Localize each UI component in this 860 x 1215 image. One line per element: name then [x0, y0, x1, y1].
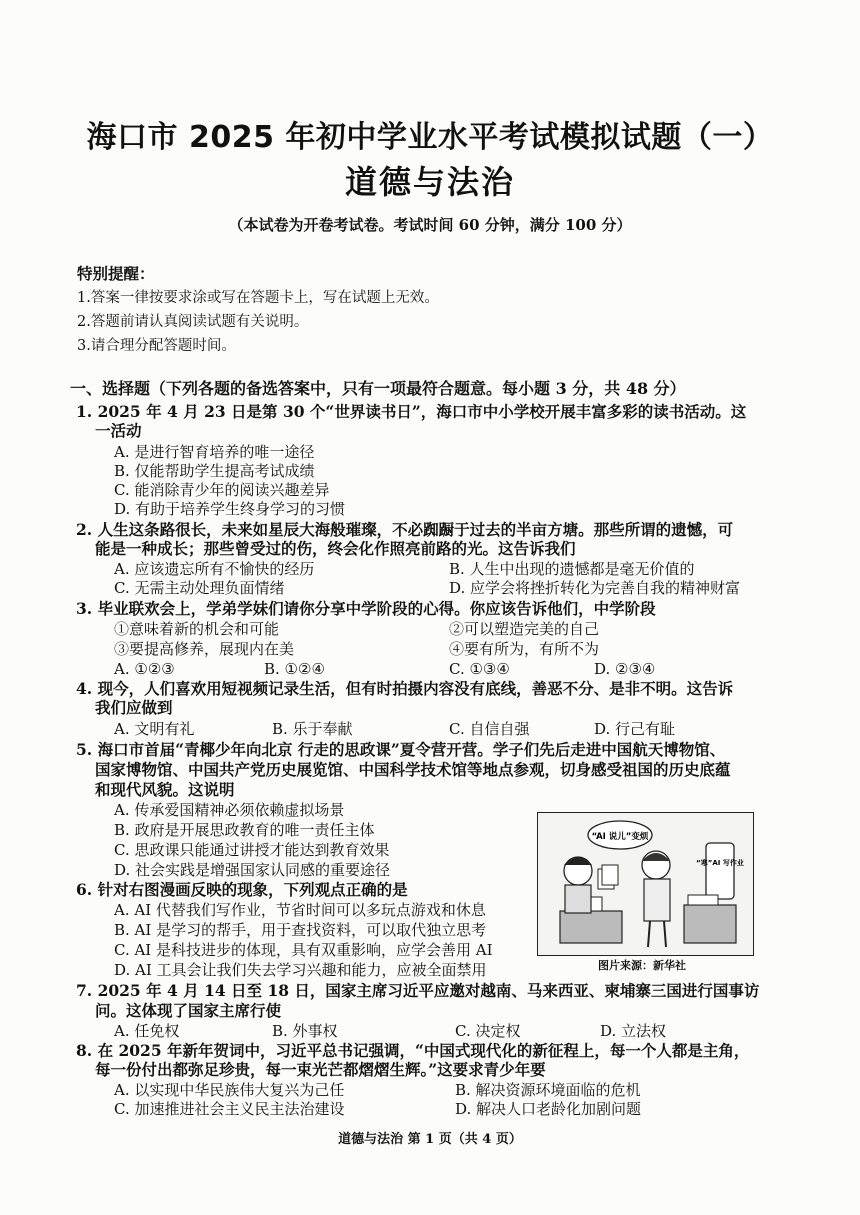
cartoon-image [537, 812, 754, 956]
q5-stem-line3: 和现代风貌。这说明 [95, 780, 235, 799]
exam-title: 海口市 2025 年初中学业水平考试模拟试题（一） [86, 120, 774, 155]
q7-option-c: C. 决定权 [455, 1022, 521, 1040]
q1-option-d: D. 有助于培养学生终身学习的习惯 [114, 500, 346, 518]
q8-stem-line1: 8. 在 2025 年新年贺词中，习近平总书记强调，“中国式现代化的新征程上，每一个人都是主角， [76, 1041, 750, 1060]
q8-option-c: C. 加速推进社会主义民主法治建设 [114, 1100, 345, 1118]
q3-statement-4: ④要有所为，有所不为 [449, 640, 600, 658]
q3-statement-3: ③要提高修养，展现内在美 [114, 640, 295, 658]
exam-note: （本试卷为开卷考试卷。考试时间 60 分钟，满分 100 分） [228, 216, 632, 234]
cartoon-drawing [538, 813, 753, 955]
q3-stem: 3. 毕业联欢会上，学弟学妹们请你分享中学阶段的心得。你应该告诉他们，中学阶段 [76, 599, 656, 618]
q6-option-b: B. AI 是学习的帮手，用于查找资料，可以取代独立思考 [114, 921, 487, 939]
cartoon-caption: 图片来源：新华社 [598, 959, 686, 972]
q7-option-a: A. 任免权 [114, 1022, 180, 1040]
q1-option-c: C. 能消除青少年的阅读兴趣差异 [114, 481, 330, 499]
q3-option-d: D. ②③④ [594, 660, 656, 678]
reminder-item-3: 3.请合理分配答题时间。 [77, 338, 236, 354]
q5-stem-line2: 国家博物馆、中国共产党历史展览馆、中国科学技术馆等地点参观，切身感受祖国的历史底蕴 [95, 760, 731, 779]
subject-title: 道德与法治 [344, 163, 515, 201]
q4-option-b: B. 乐于奉献 [272, 720, 353, 738]
q7-option-d: D. 立法权 [600, 1022, 667, 1040]
cartoon-sign-text: “寒”AI 写作业 [696, 859, 744, 867]
q6-stem: 6. 针对右图漫画反映的现象，下列观点正确的是 [76, 880, 408, 899]
reminder-item-1: 1.答案一律按要求涂或写在答题卡上，写在试题上无效。 [77, 290, 439, 306]
q8-stem-line2: 每一份付出都弥足珍贵，每一束光芒都熠熠生辉。”这要求青少年要 [95, 1060, 546, 1079]
q3-option-c: C. ①③④ [449, 660, 510, 678]
q4-stem-line1: 4. 现今，人们喜欢用短视频记录生活，但有时拍摄内容没有底线，善恶不分、是非不明。这告诉 [76, 679, 734, 698]
q3-statement-2: ②可以塑造完美的自己 [449, 620, 600, 638]
q3-option-b: B. ①②④ [264, 660, 325, 678]
q5-option-d: D. 社会实践是增强国家认同感的重要途径 [114, 861, 391, 879]
q1-stem-line1: 1. 2025 年 4 月 23 日是第 30 个“世界读书日”，海口市中小学校开展丰富多彩的读书活动。这 [76, 402, 747, 421]
q5-option-b: B. 政府是开展思政教育的唯一责任主体 [114, 821, 375, 839]
q3-statement-1: ①意味着新的机会和可能 [114, 620, 280, 638]
q3-option-a: A. ①②③ [114, 660, 175, 678]
q7-stem-line1: 7. 2025 年 4 月 14 日至 18 日，国家主席习近平应邀对越南、马来西亚、柬埔寨三国进行国事访 [76, 981, 760, 1000]
q4-option-d: D. 行己有耻 [594, 720, 676, 738]
q2-option-a: A. 应该遗忘所有不愉快的经历 [114, 560, 315, 578]
q5-stem-line1: 5. 海口市首届“青椰少年向北京 行走的思政课”夏令营开营。学子们先后走进中国航天博物馆、 [76, 740, 726, 759]
q1-option-b: B. 仅能帮助学生提高考试成绩 [114, 462, 315, 480]
q7-stem-line2: 问。这体现了国家主席行使 [95, 1001, 282, 1020]
q2-option-c: C. 无需主动处理负面情绪 [114, 579, 285, 597]
q6-option-d: D. AI 工具会让我们失去学习兴趣和能力，应被全面禁用 [114, 961, 487, 979]
q4-stem-line2: 我们应做到 [95, 698, 173, 717]
q4-option-c: C. 自信自强 [449, 720, 530, 738]
reminder-item-2: 2.答题前请认真阅读试题有关说明。 [77, 314, 309, 330]
q2-option-d: D. 应学会将挫折转化为完善自我的精神财富 [449, 579, 741, 597]
q4-option-a: A. 文明有礼 [114, 720, 195, 738]
q5-option-c: C. 思政课只能通过讲授才能达到教育效果 [114, 841, 390, 859]
q7-option-b: B. 外事权 [272, 1022, 338, 1040]
reminder-heading: 特别提醒： [77, 264, 155, 283]
q2-option-b: B. 人生中出现的遗憾都是毫无价值的 [449, 560, 695, 578]
q2-stem-line2: 能是一种成长；那些曾受过的伤，终会化作照亮前路的光。这告诉我们 [95, 539, 576, 558]
q1-option-a: A. 是进行智育培养的唯一途径 [114, 443, 315, 461]
q8-option-d: D. 解决人口老龄化加剧问题 [455, 1100, 642, 1118]
cartoon-bubble-text: “AI 说儿”变烦 [591, 832, 649, 842]
q1-stem-line2: 一活动 [95, 421, 142, 440]
q8-option-a: A. 以实现中华民族伟大复兴为己任 [114, 1081, 345, 1099]
page-footer: 道德与法治 第 1 页（共 4 页） [338, 1132, 522, 1147]
q6-option-c: C. AI 是科技进步的体现，具有双重影响，应学会善用 AI [114, 941, 493, 959]
q5-option-a: A. 传承爱国精神必须依赖虚拟场景 [114, 801, 345, 819]
q8-option-b: B. 解决资源环境面临的危机 [455, 1081, 641, 1099]
section-heading: 一、选择题（下列各题的备选答案中，只有一项最符合题意。每小题 3 分，共 48 分） [70, 379, 686, 398]
q6-option-a: A. AI 代替我们写作业，节省时间可以多玩点游戏和休息 [114, 901, 486, 919]
q2-stem-line1: 2. 人生这条路很长，未来如星辰大海般璀璨，不必踟蹰于过去的半亩方塘。那些所谓的遗憾，可 [76, 520, 734, 539]
